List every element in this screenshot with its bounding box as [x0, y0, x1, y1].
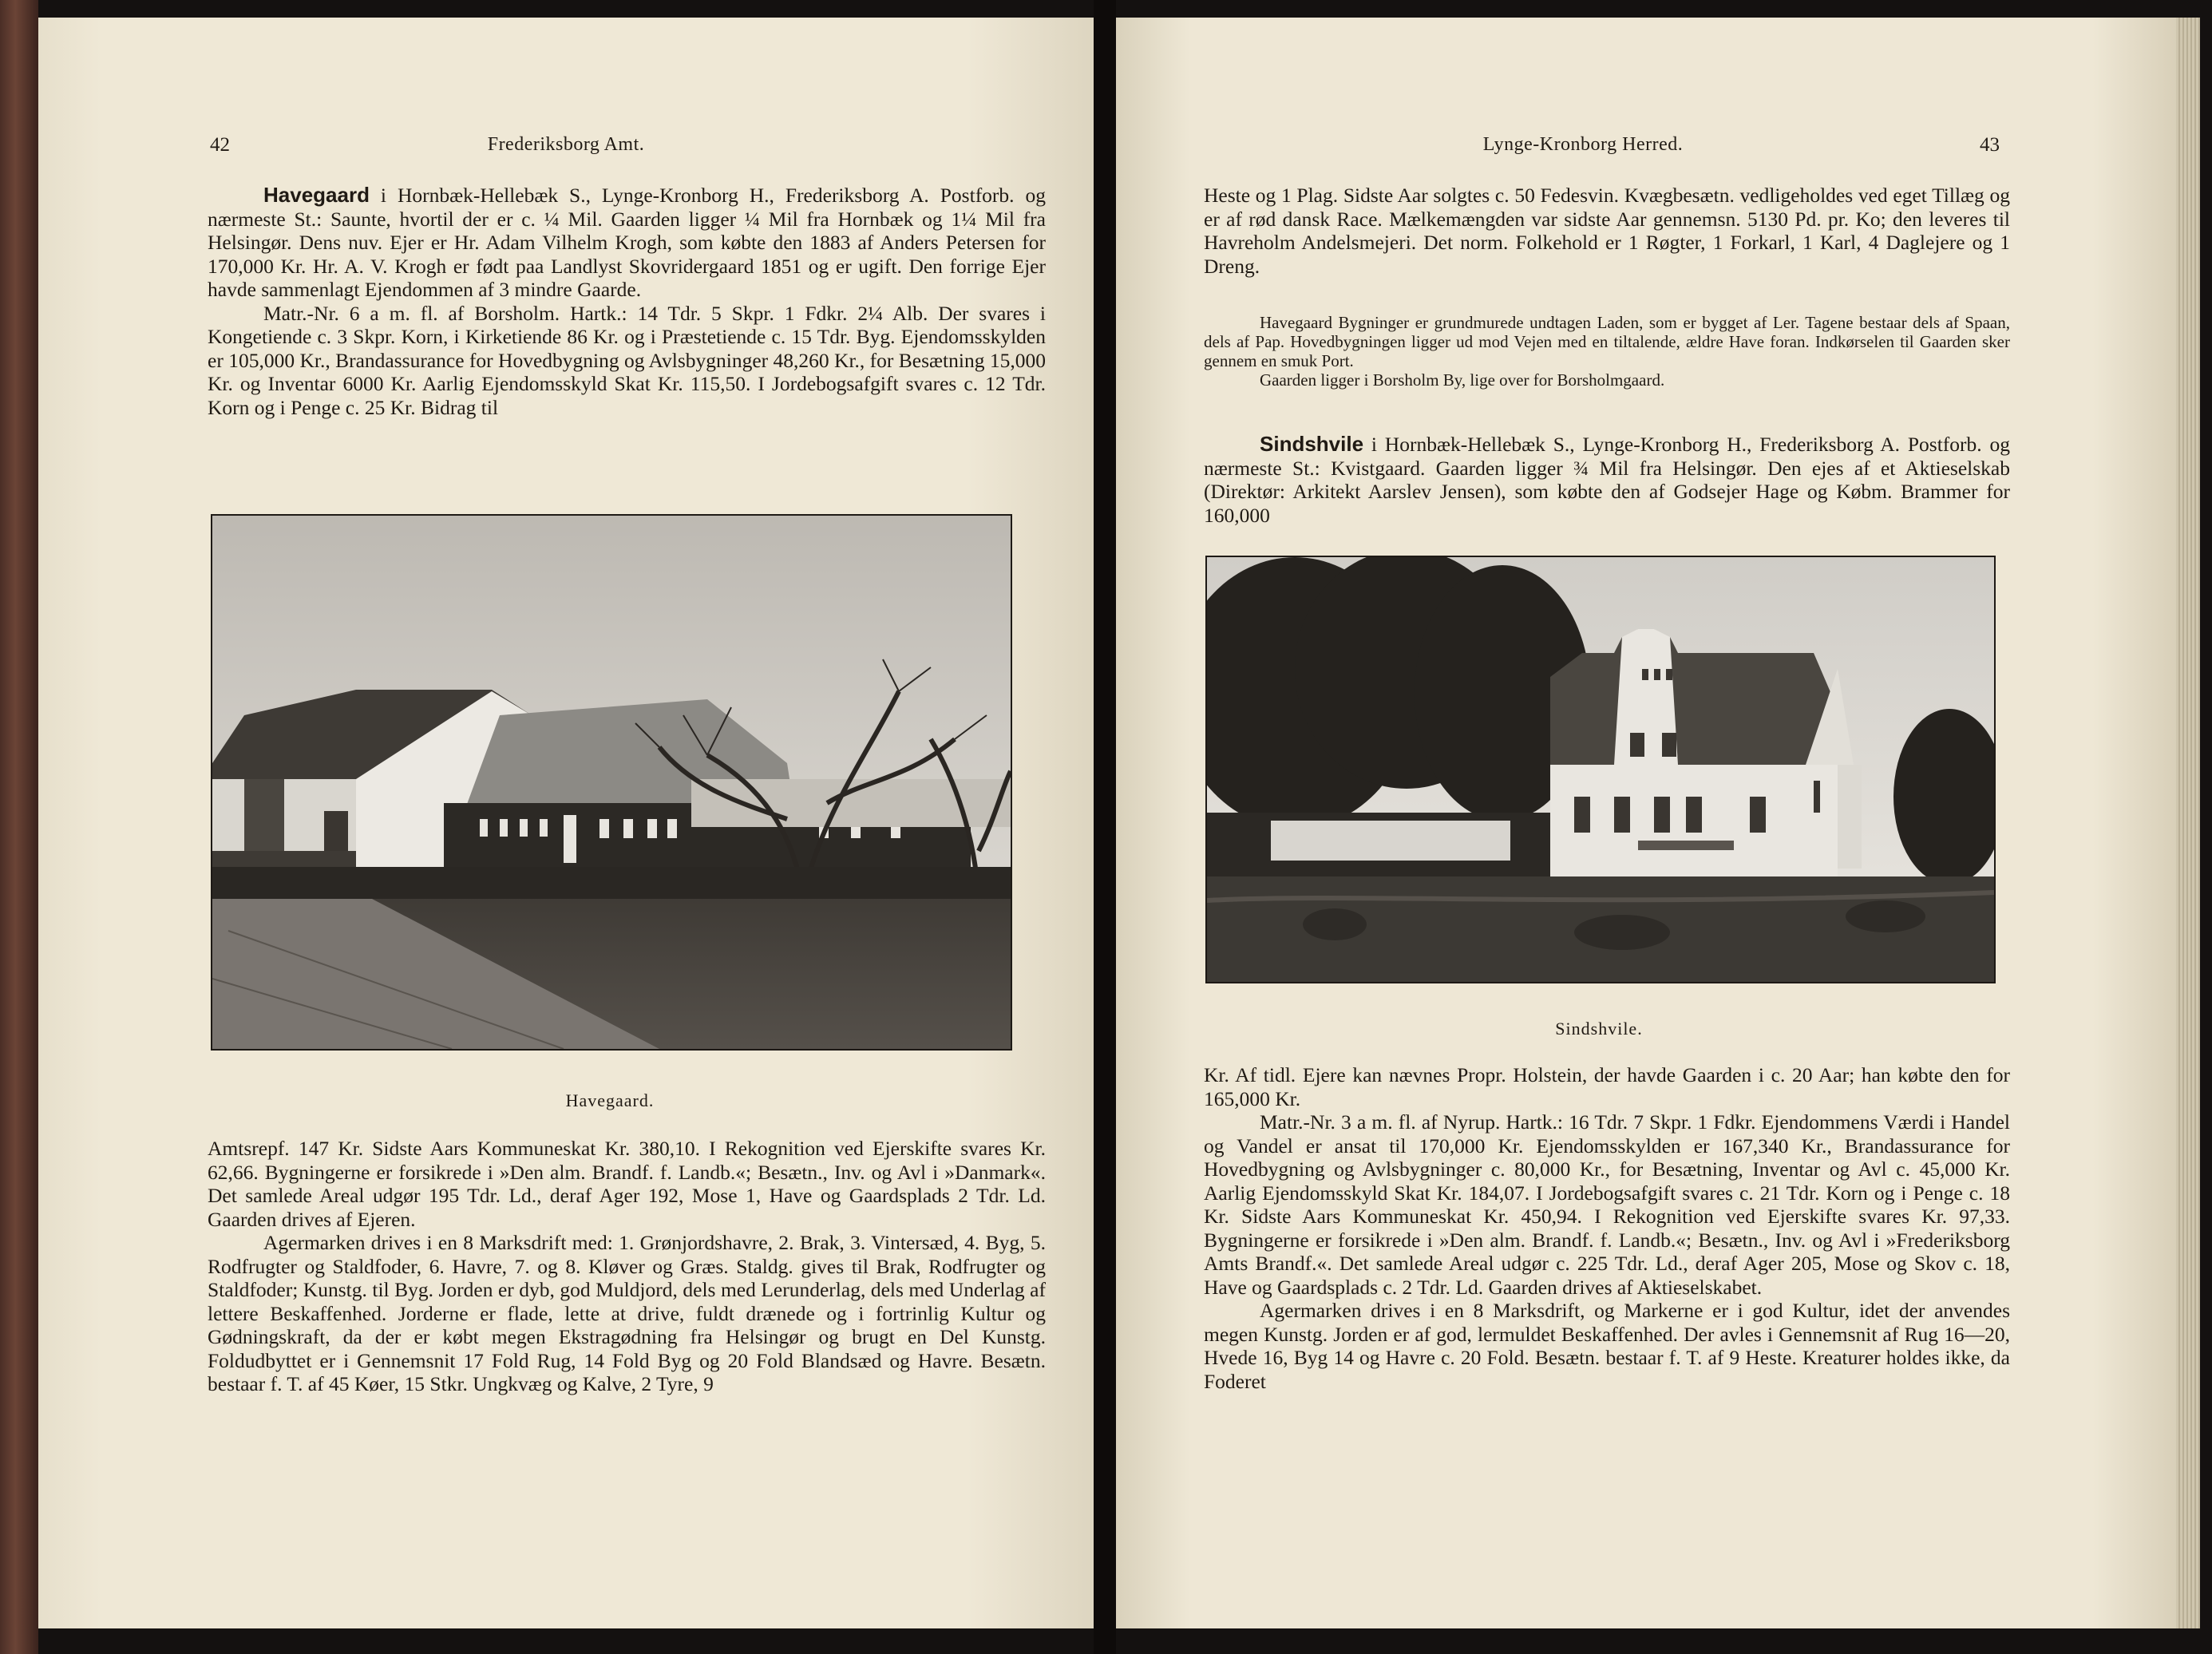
left-top-text — [208, 184, 1046, 419]
paragraph: Havegaard Bygninger er grundmurede undtagen Laden, som er bygget af Ler. Tagene bestaar dels af Spaan, dels af Pap. Hovedbygningen ligger ud mod Vejen med en tiltalende, ældre Have foran. Indkørselen til Gaarden sker gennem en smuk Port. — [1204, 313, 2010, 370]
paragraph: Matr.-Nr. 6 a m. fl. af Borsholm. Hartk.: 14 Tdr. 5 Skpr. 1 Fdkr. 2¼ Alb. Der svares i Kongetiende c. 3 Skpr. Korn, i Kirketiende 86 Kr. og i Præstetiende c. 15 Tdr. Byg. Ejendomsskylden er 105,000 Kr., Brandassurance for Hovedbygning og Avlsbygninger 48,260 Kr., for Besætning 15,000 Kr. og Inventar 6000 Kr. Aarlig Ejendomsskyld Skat Kr. 115,50. I Jordebogsafgift svares c. 12 Tdr. Korn og i Penge c. 25 Kr. Bidrag til — [208, 301, 1046, 419]
entry-heading: Havegaard — [263, 183, 370, 207]
book-gutter — [1094, 0, 1116, 1654]
right-entry-text — [1204, 433, 2010, 527]
paragraph: Agermarken drives i en 8 Marksdrift med: 1. Grønjordshavre, 2. Brak, 3. Vintersæd, 4. Byg, 5. Rodfrugter og Staldfoder, 6. Havre, 7. og 8. Kløver og Græs. Staldg. gives til Brak, Rodfrugter og Staldfoder; Kunstg. til Byg. Jorden er dyb, god Muldjord, dels med Lerunderlag, dels med Underlag af lettere Beskaffenhed. Jorderne er flade, lette at drive, fuldt drænede og i fortrinlig Kultur og Gødningskraft, da der er købt megen Ekstragødning fra Helsingør og brugt en Del Kunstg. Foldudbyttet er i Gennemsnit 17 Fold Rug, 14 Fold Byg og 20 Fold Blandsæd og Havre. Besætn. bestaar f. T. af 45 Køer, 15 Stkr. Ungkvæg og Kalve, 2 Tyre, 9 — [208, 1231, 1046, 1395]
page-number: 42 — [210, 134, 230, 156]
manor-photo — [1207, 557, 1994, 982]
right-small-text — [1204, 313, 2010, 390]
photo-havegaard — [211, 514, 1012, 1051]
entry-heading: Sindshvile — [1260, 432, 1364, 456]
book-binding — [0, 0, 38, 1654]
farmhouse-photo — [212, 516, 1011, 1049]
page-edge — [2176, 18, 2200, 1628]
right-page — [1116, 18, 2178, 1628]
paragraph: Havegaard i Hornbæk-Hellebæk S., Lynge-Kronborg H., Frederiksborg A. Postforb. og nærmeste St.: Saunte, hvortil der er c. ¼ Mil. Gaarden ligger ¼ Mil fra Hornbæk og 1¼ Mil fra Helsingør. Dens nuv. Ejer er Hr. Adam Vilhelm Krogh, som købte den 1883 af Anders Petersen for 170,000 Kr. Hr. A. V. Krogh er født paa Landlyst Skovridergaard 1851 og er ugift. Den forrige Ejer havde sammenlagt Ejendommen af 3 mindre Gaarde. — [208, 183, 1046, 301]
photo-caption: Havegaard. — [565, 1090, 655, 1110]
paragraph: Matr.-Nr. 3 a m. fl. af Nyrup. Hartk.: 16 Tdr. 7 Skpr. 1 Fdkr. Ejendommens Værdi i Handel og Vandel er ansat til 170,000 Kr. Ejendomsskylden er 167,340 Kr., Brandassurance for Hovedbygning og Avlsbygninger c. 80,000 Kr., for Besætning, Inventar og Avl c. 45,000 Kr. Aarlig Ejendomsskyld Skat Kr. 184,07. I Jordebogsafgift svares c. 21 Tdr. Korn og i Penge c. 18 Kr. Sidste Aars Kommuneskat Kr. 450,94. I Rekognition ved Ejerskifte svares Kr. 97,33. Bygningerne er forsikrede i »Den alm. Brandf. f. Landb.«; Besætn., Inv. og Avl i »Frederiksborg Amts Brandf.«. Det samlede Areal udgør c. 225 Tdr. Ld., deraf Ager 205, Mose og Skov c. 18, Have og Gaardsplads c. 2 Tdr. Ld. Gaarden drives af Aktieselskabet. — [1204, 1110, 2010, 1299]
paragraph: Agermarken drives i en 8 Marksdrift, og Markerne er i god Kultur, idet der anvendes megen Kunstg. Jorden er af god, lermuldet Beskaffenhed. Der avles i Gennemsnit af Rug 16—20, Hvede 16, Byg 14 og Havre c. 20 Fold. Besætn. bestaar f. T. af 9 Heste. Kreaturer holdes ikke, da Foderet — [1204, 1299, 2010, 1393]
running-head: Frederiksborg Amt. — [487, 134, 645, 155]
right-top-text — [1204, 184, 2010, 278]
paragraph: Sindshvile i Hornbæk-Hellebæk S., Lynge-Kronborg H., Frederiksborg A. Postforb. og nærmeste St.: Kvistgaard. Gaarden ligger ¾ Mil fra Helsingør. Den ejes af et Aktieselskab (Direktør: Arkitekt Aarslev Jensen), som købte den af Godsejer Hage og Købm. Brammer for 160,000 — [1204, 432, 2010, 527]
page-number: 43 — [1980, 134, 2000, 156]
paragraph: Heste og 1 Plag. Sidste Aar solgtes c. 50 Fedesvin. Kvægbesætn. vedligeholdes ved eget Tillæg og er af rød dansk Race. Mælkemængden var sidste Aar gennemsn. 5130 Pd. pr. Ko; den leveres til Havreholm Andelsmejeri. Det norm. Folkehold er 1 Røgter, 1 Forkarl, 1 Karl, 4 Daglejere og 1 Dreng. — [1204, 184, 2010, 278]
right-bottom-text — [1204, 1063, 2010, 1393]
right-page-header — [1116, 129, 2178, 161]
running-head: Lynge-Kronborg Herred. — [1482, 134, 1684, 155]
paragraph: Gaarden ligger i Borsholm By, lige over for Borsholmgaard. — [1260, 370, 1665, 390]
photo-caption: Sindshvile. — [1555, 1019, 1643, 1039]
left-page — [38, 18, 1094, 1628]
photo-sindshvile — [1205, 556, 1996, 983]
paragraph: Amtsrepf. 147 Kr. Sidste Aars Kommuneskat Kr. 380,10. I Rekognition ved Ejerskifte svares Kr. 62,66. Bygningerne er forsikrede i »Den alm. Brandf. f. Landb.«; Besætn., Inv. og Avl i »Danmark«. Det samlede Areal udgør 195 Tdr. Ld., deraf Ager 192, Mose 1, Have og Gaardsplads 2 Tdr. Ld. Gaarden drives af Ejeren. — [208, 1137, 1046, 1231]
left-bottom-text — [208, 1137, 1046, 1396]
paragraph: Kr. Af tidl. Ejere kan nævnes Propr. Holstein, der havde Gaarden i c. 20 Aar; han købte den for 165,000 Kr. — [1204, 1063, 2010, 1110]
left-page-header — [38, 129, 1094, 161]
